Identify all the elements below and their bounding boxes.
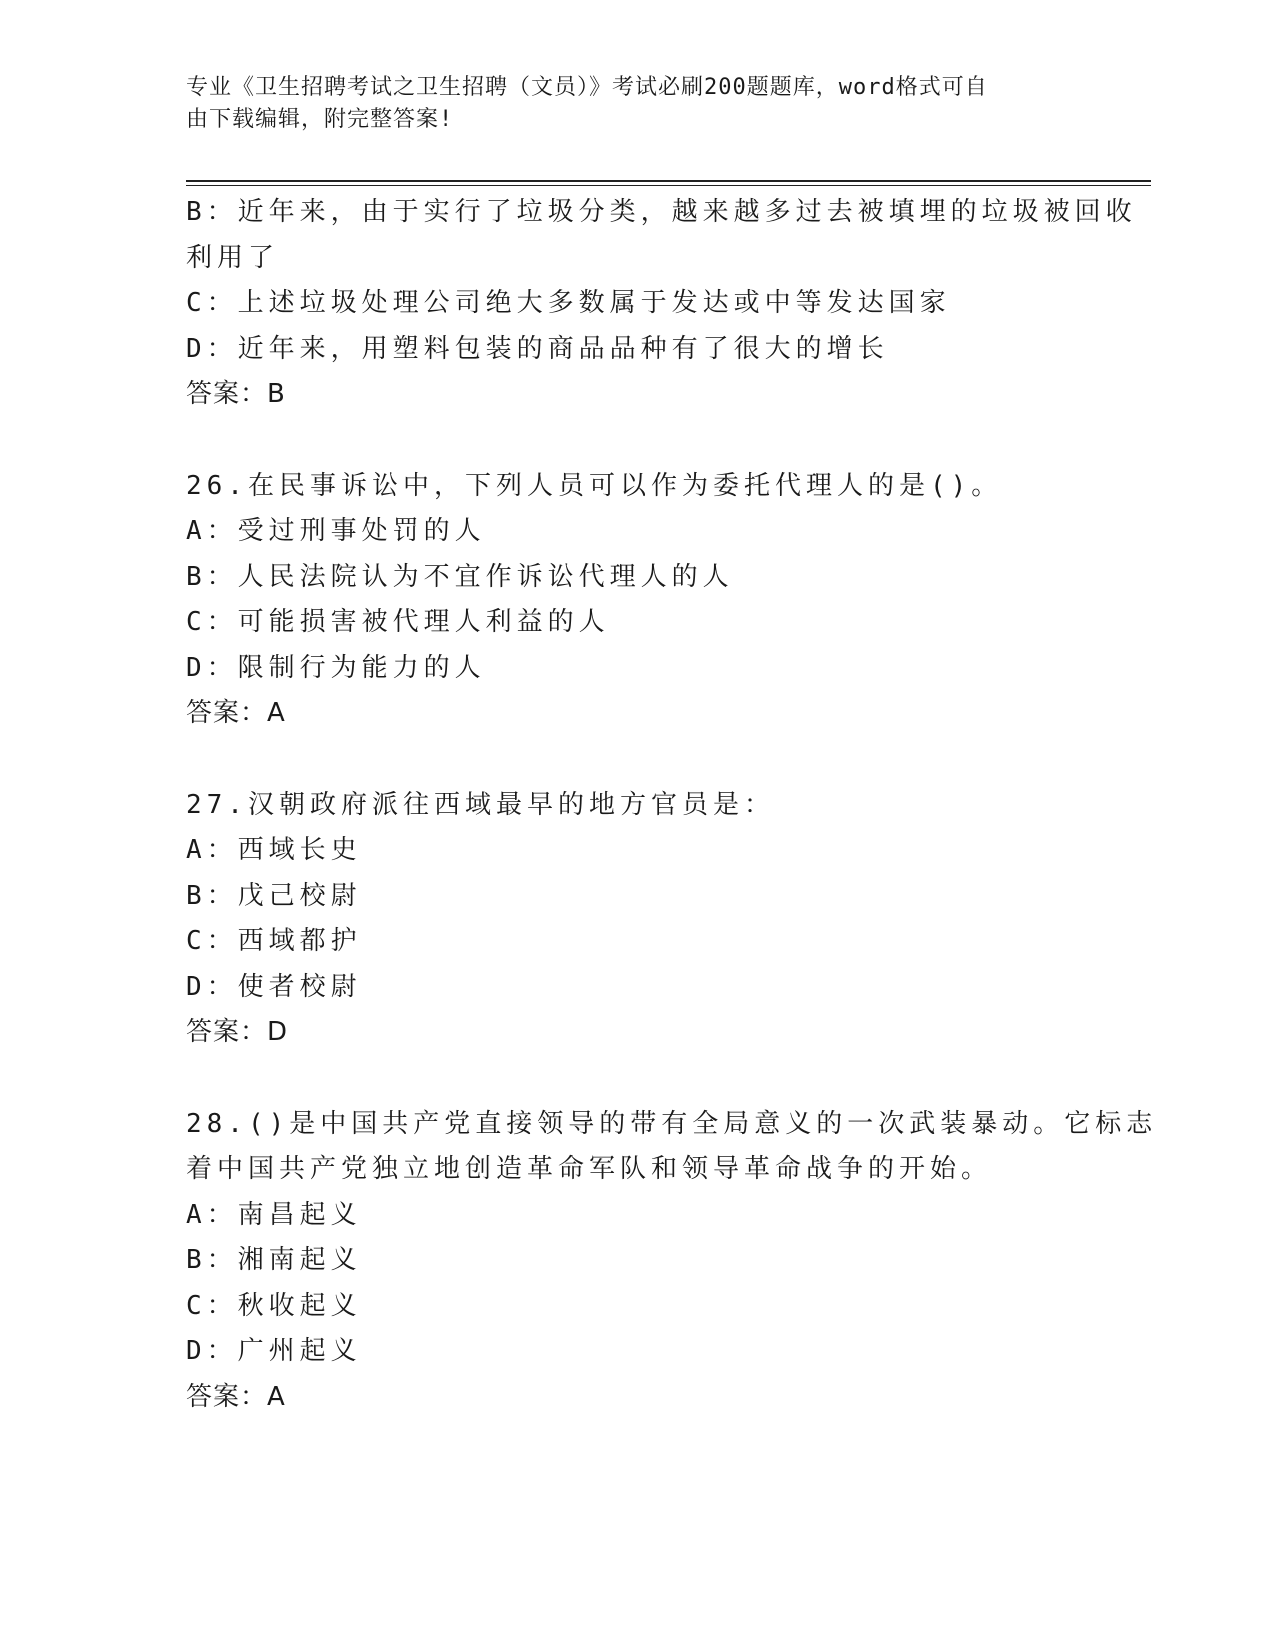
q25-option-c: C：上述垃圾处理公司绝大多数属于发达或中等发达国家 xyxy=(186,288,951,318)
question-28-block xyxy=(186,1102,1158,1421)
q28-option-b: B：湘南起义 xyxy=(186,1245,362,1275)
q27-answer: 答案：D xyxy=(186,1017,289,1047)
q27-option-c: C：西域都护 xyxy=(186,926,362,956)
q26-answer: 答案：A xyxy=(186,698,286,728)
q26-option-d: D：限制行为能力的人 xyxy=(186,652,486,683)
header-line-2: 由下载编辑，附完整答案! xyxy=(186,107,454,132)
q28-option-a: A：南昌起义 xyxy=(186,1199,362,1230)
question-26-block xyxy=(186,464,1086,737)
q25-answer: 答案：B xyxy=(186,379,286,409)
question-content xyxy=(186,190,1158,1420)
q28-option-c: C：秋收起义 xyxy=(186,1290,362,1321)
header-line-1: 专业《卫生招聘考试之卫生招聘（文员）》考试必刷200题题库，word格式可自 xyxy=(186,75,988,100)
document-header xyxy=(186,72,1066,136)
q26-option-b: B：人民法院认为不宜作诉讼代理人的人 xyxy=(186,561,734,592)
question-27-block xyxy=(186,783,1086,1056)
question-25-block xyxy=(186,190,1137,418)
q26-option-c: C：可能损害被代理人利益的人 xyxy=(186,607,610,637)
spacer xyxy=(186,737,1086,783)
q28-question-line-1: 28.()是中国共产党直接领导的带有全局意义的一次武装暴动。它标志 xyxy=(186,1108,1158,1139)
header-divider-thin xyxy=(186,185,1151,186)
q25-option-b-line-1: B：近年来，由于实行了垃圾分类，越来越多过去被填埋的垃圾被回收 xyxy=(186,197,1137,227)
spacer xyxy=(186,418,1086,464)
q26-option-a: A：受过刑事处罚的人 xyxy=(186,516,486,546)
q25-option-b-line-2: 利用了 xyxy=(186,242,280,273)
q25-option-d: D：近年来，用塑料包装的商品品种有了很大的增长 xyxy=(186,333,889,364)
q27-option-b: B：戊己校尉 xyxy=(186,880,362,911)
q27-option-d: D：使者校尉 xyxy=(186,971,362,1002)
q28-question-line-2: 着中国共产党独立地创造革命军队和领导革命战争的开始。 xyxy=(186,1154,993,1184)
q28-answer: 答案：A xyxy=(186,1381,286,1412)
q28-option-d: D：广州起义 xyxy=(186,1336,362,1366)
q27-option-a: A：西域长史 xyxy=(186,835,362,865)
spacer xyxy=(186,1056,1086,1102)
q27-question: 27.汉朝政府派往西域最早的地方官员是： xyxy=(186,789,775,820)
q26-question: 26.在民事诉讼中，下列人员可以作为委托代理人的是()。 xyxy=(186,470,1003,501)
header-divider-thick xyxy=(186,180,1151,182)
